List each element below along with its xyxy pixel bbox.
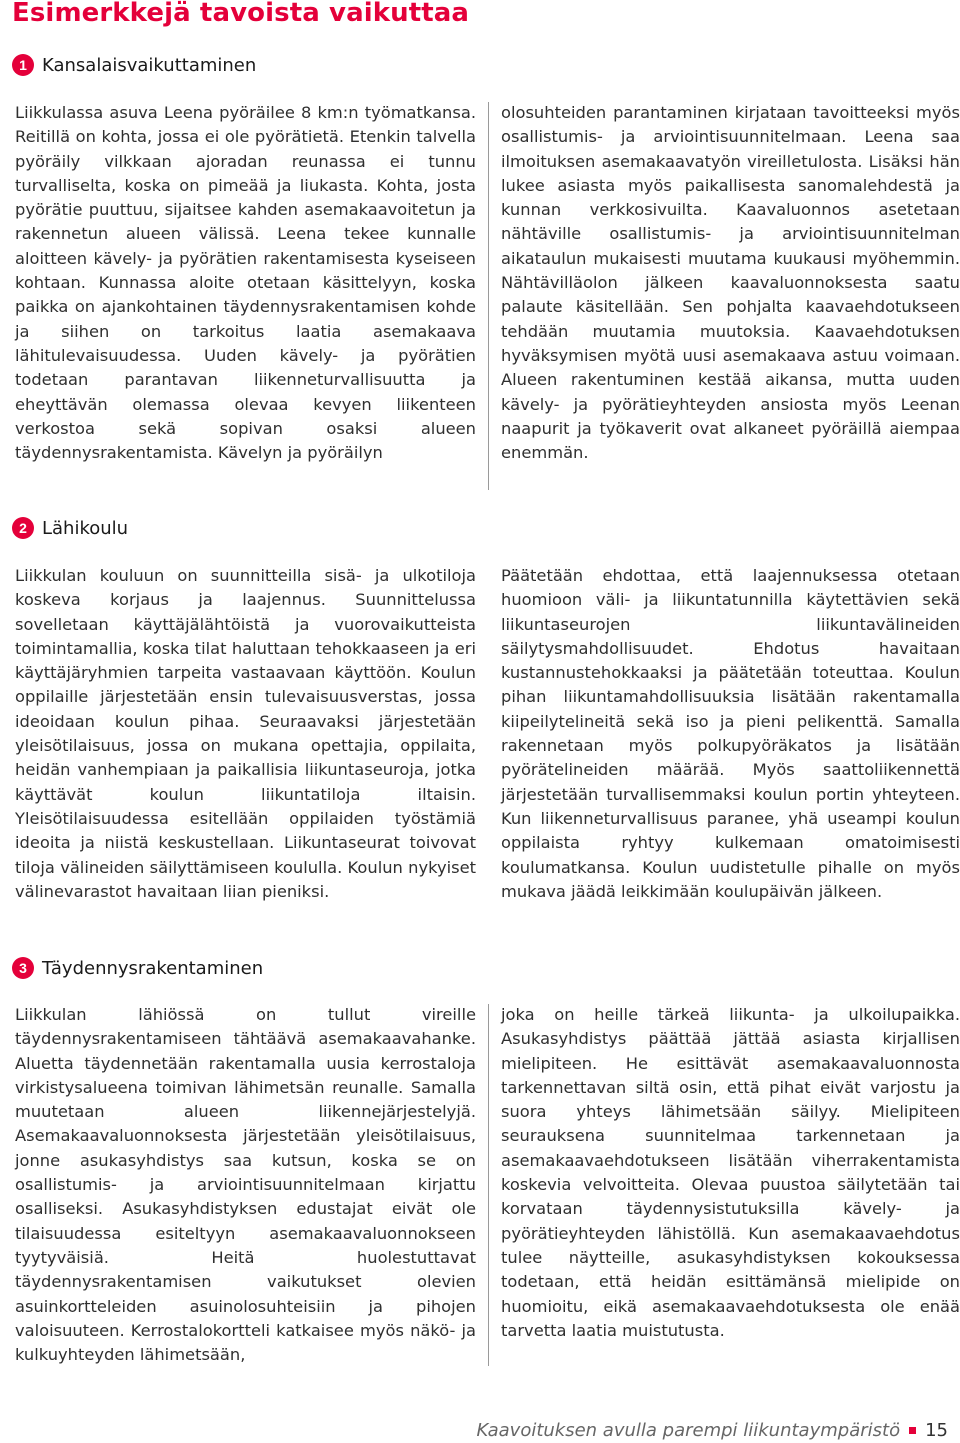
section-heading-2	[12, 515, 128, 541]
section-title: Kansalaisvaikuttaminen	[42, 54, 257, 76]
section-1-left-column: Liikkulassa asuva Leena pyöräilee 8 km:n työmatkansa. Reitillä on kohta, jossa ei ole pyörätietä. Etenkin talvella pyöräily vilkkaan ajoradan reunassa ei tunnu turvalliselta, koska on pimeää ja liukasta. Kohta, josta pyörätie puuttuu, sijaitsee kahden asemakaavoitetun ja rakennetun alueen välissä. Leena tekee kunnalle aloitteen kävely- ja pyörätien rakentamisesta kyseiseen kohtaan. Kunnassa aloite otetaan käsittelyyn, koska paikka on ajankohtainen täydennysrakentamisen kohde ja siihen on tarkoitus laatia asemakaava lähitulevaisuudessa. Uuden kävely- ja pyörätien todetaan parantavan liikenneturvallisuutta ja eheyttävän olemassa olevaa kevyen liikenteen verkostoa sekä sopivan osaksi alueen täydennysrakentamista. Kävelyn ja pyöräilyn	[15, 103, 476, 463]
section-title: Lähikoulu	[42, 517, 129, 539]
page-footer	[476, 1418, 948, 1442]
footer-title: Kaavoituksen avulla parempi liikuntaympäristö	[476, 1419, 901, 1441]
section-3-right-column: joka on heille tärkeä liikunta- ja ulkoilupaikka. Asukasyhdistys päättää jättää asiasta kirjallisen mielipiteen. He esittävät asemakaavaluonnosta tarkennettavan siltä osin, että pihat eivät varjostu ja suora yhteys lähimetsään säilyy. Mielipiteen seurauksena suunnitelmaa tarkennetaan ja asemakaavaehdotukseen lisätään viherrakentamista koskevia velvoitteita. Olevaa puustoa säilytetään tai korvataan täydennysistutuksilla kävely- ja pyörätieyhteyden lähistöllä. Kun asemakaavaehdotus tulee näytteille, asukasyhdistyksen kokouksessa todetaan, että heidän esittämänsä mielipide on huomioitu, eikä asemakaavaehdotuksesta ole enää tarvetta laatia muistutusta.	[501, 1005, 960, 1340]
section-heading-3	[12, 955, 263, 981]
page-number: 15	[925, 1419, 948, 1441]
section-number-badge: 1	[12, 54, 34, 76]
section-1-right-column: olosuhteiden parantaminen kirjataan tavoitteeksi myös osallistumis- ja arviointisuunnitelmaan. Leena saa ilmoituksen asemakaavatyön vireilletulosta. Lisäksi hän lukee asiasta myös paikallisesta sanomalehdestä ja kunnan verkkosivuilta. Kaavaluonnos asetetaan nähtäville osallistumis- ja arviointisuunnitelman aikataulun mukaisesti muutama kuukausi myöhemmin. Nähtävilläolon jälkeen kaavaluonnoksesta saatu palaute käsitellään. Sen pohjalta kaavaehdotukseen tehdään muutamia muutoksia. Kaavaehdotuksen hyväksymisen myötä uusi asemakaava astuu voimaan. Alueen rakentuminen kestää aikansa, mutta uuden kävely- ja pyörätieyhteyden ansiosta myös Leenan naapurit ja työkaverit ovat alkaneet pyöräillä aiempaa enemmän.	[501, 103, 960, 463]
section-number-badge: 3	[12, 957, 34, 979]
footer-separator-square	[909, 1427, 916, 1434]
page-title: Esimerkkejä tavoista vaikuttaa	[12, 0, 470, 28]
section-3-left-column: Liikkulan lähiössä on tullut vireille täydennysrakentamiseen tähtäävä asemakaavahanke. Aluetta täydennetään rakentamalla uusia kerrostaloja virkistysalueena toimivan lähimetsän reunalle. Samalla muutetaan alueen liikennejärjestelyjä. Asemakaavaluonnoksesta järjestetään yleisötilaisuus, jonne asukasyhdistys saa kutsun, koska se on osallistumis- ja arviointisuunnitelmaan kirjattu osalliseksi. Asukasyhdistyksen edustajat eivät ole tilaisuudessa esiteltyyn asemakaavaluonnokseen tyytyväisiä. Heitä huolestuttavat täydennysrakentamisen vaikutukset olevien asuinkortteleiden asuinolosuhteisiin ja pihojen valoisuuteen. Kerrostalokortteli katkaisee myös näkö- ja kulkuyhteyden lähimetsään,	[15, 1005, 476, 1365]
section-2-left-column: Liikkulan kouluun on suunnitteilla sisä- ja ulkotiloja koskeva korjaus ja laajennus. Suunnittelussa sovelletaan käyttäjälähtöistä ja vuorovaikutteista toimintamallia, koska tilat haluttaan tehokkaaseen ja eri käyttäjäryhmien tarpeita vastaavaan käyttöön. Koulun oppilaille järjestetään ensin tulevaisuusverstas, jossa ideoidaan koulun pihaa. Seuraavaksi järjestetään yleisötilaisuus, jossa on mukana opettajia, oppilaita, heidän vanhempiaan ja paikallisia liikuntaseuroja, jotka käyttävät koulun liikuntatiloja iltaisin. Yleisötilaisuudessa esitellään oppilaiden työstämiä ideoita ja niistä keskustellaan. Liikuntaseurat toivovat tiloja välineiden säilyttämiseen koululla. Koulun nykyiset välinevarastot havaitaan liian pieniksi.	[15, 566, 476, 901]
section-heading-1	[12, 52, 256, 78]
column-divider	[488, 1004, 489, 1366]
section-number-badge: 2	[12, 517, 34, 539]
section-2-right-column: Päätetään ehdottaa, että laajennuksessa otetaan huomioon väli- ja liikuntatunnilla käytettävien sekä liikuntaseurojen liikuntavälineiden säilytysmahdollisuudet. Ehdotus havaitaan kustannustehokkaaksi ja päätetään toteuttaa. Koulun pihan liikuntamahdollisuuksia lisätään rakentamalla kiipeilytelineitä sekä iso ja pieni pelikenttä. Samalla rakennetaan myös polkupyöräkatos ja lisätään pyörätelineiden määrää. Myös saattoliikennettä järjestetään turvallisemmaksi koulun portin yhteyteen. Kun liikenneturvallisuus paranee, yhä useampi koulun oppilaista ryhtyy kulkemaan omatoimisesti koulumatkansa. Koulun uudistetulle pihalle on myös mukava jäädä leikkimään koulupäivän jälkeen.	[501, 566, 960, 901]
column-divider	[488, 102, 489, 490]
section-title: Täydennysrakentaminen	[42, 957, 264, 979]
